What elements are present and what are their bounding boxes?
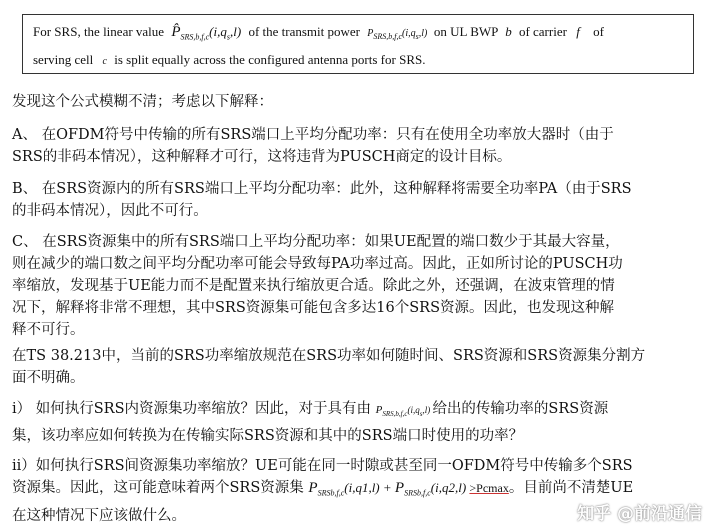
ts-paragraph — [12, 345, 702, 389]
ii-text-b: 。目前尚不清楚UE — [508, 480, 634, 496]
a-line-1: A、 在OFDM符号中传输的所有SRS端口上平均分配功率：只有在使用全功率放大器时（由于 — [12, 127, 614, 143]
intro-paragraph — [12, 91, 702, 113]
interpretation-c — [12, 231, 702, 341]
quote-text-2: of the transmit power — [248, 24, 361, 39]
watermark-text: 知乎 @前沿通信 — [577, 504, 702, 524]
quote-text-5: of — [593, 24, 604, 39]
i-power-formula: $P_{SRS,b,f,c}(i,q_s,l)$ — [375, 404, 431, 418]
c-line-5: 释不可行。 — [12, 322, 85, 338]
intro-text: 发现这个公式模糊不清；考虑以下解释： — [12, 94, 273, 110]
question-i — [12, 398, 702, 447]
quote-text-1: For SRS, the linear value — [33, 24, 165, 39]
quote-line-1 — [33, 21, 683, 49]
var-b: b — [505, 24, 512, 39]
b-line-1: B、 在SRS资源内的所有SRS端口上平均分配功率：此外，这种解释将需要全功率PA（由于SRS — [12, 181, 632, 197]
var-c: c — [102, 55, 107, 67]
i-text-a: i） 如何执行SRS内资源集功率缩放？因此，对于具有由 — [12, 401, 372, 417]
ii-plus: + — [382, 480, 392, 495]
var-f: f — [576, 24, 580, 39]
quote-line-2 — [33, 49, 683, 73]
quote-text-6: serving cell — [33, 51, 94, 67]
c-line-4: 况下，解释将非常不理想，其中SRS资源集可能包含多达16个SRS资源。因此，也发现这种解 — [12, 300, 615, 316]
p-formula: $P_{SRS,b,f,c}(i,q_s,l)$ — [367, 28, 428, 41]
phat-formula: $P̂_{SRS,b,f,c}(i,q_s,l)$ — [171, 24, 242, 42]
ii-formula-1: $P_{SRSb,f,c}(i,q1,l)$ — [308, 480, 380, 498]
c-line-2: 则在减少的端口数之间平均分配功率可能会导致每PA功率过高。因此，正如所讨论的PUSCH功 — [12, 256, 623, 272]
quote-text-4: of carrier — [518, 24, 567, 39]
b-line-2: 的非码本情况），因此不可行。 — [12, 203, 208, 219]
interpretation-a — [12, 124, 702, 168]
ts-line-2: 面不明确。 — [12, 370, 85, 386]
a-line-2: SRS的非码本情况），这种解释才可行，这将违背为PUSCH商定的设计目标。 — [12, 149, 512, 165]
zhihu-watermark — [577, 499, 702, 524]
i-line-2: 集，该功率应如何转换为在传输实际SRS资源和其中的SRS端口时使用的功率？ — [12, 427, 524, 444]
ts-line-1: 在TS 38.213中，当前的SRS功率缩放规范在SRS功率如何随时间、SRS资源和SRS资源集分割方 — [12, 348, 646, 364]
i-text-b: 给出的传输功率的SRS资源 — [432, 401, 609, 417]
quote-text-3: on UL BWP — [433, 24, 498, 39]
ii-line-1: ii）如何执行SRS间资源集功率缩放？UE可能在同一时隙或甚至同一OFDM符号中传输多个SRS — [12, 458, 633, 474]
i-line-1 — [12, 398, 702, 425]
ii-pcmax: >Pcmax — [469, 481, 509, 495]
interpretation-b — [12, 178, 702, 222]
quoted-spec-box — [22, 14, 694, 74]
ii-formula-2: $P_{SRSb,f,c}(i,q2,l)$ — [394, 480, 467, 498]
ii-text-a: 资源集。因此，这可能意味着两个SRS资源集 — [12, 480, 304, 496]
c-line-3: 率缩放，发现基于UE能力而不是配置来执行缩放更合适。除此之外，还强调，在波束管理的情 — [12, 278, 615, 294]
quote-text-7: is split equally across the configured antenna ports for SRS. — [114, 51, 426, 67]
c-line-1: C、 在SRS资源集中的所有SRS端口上平均分配功率：如果UE配置的端口数少于其最大容量， — [12, 234, 620, 250]
ii-line-3: 在这种情况下应该做什么。 — [12, 507, 186, 524]
